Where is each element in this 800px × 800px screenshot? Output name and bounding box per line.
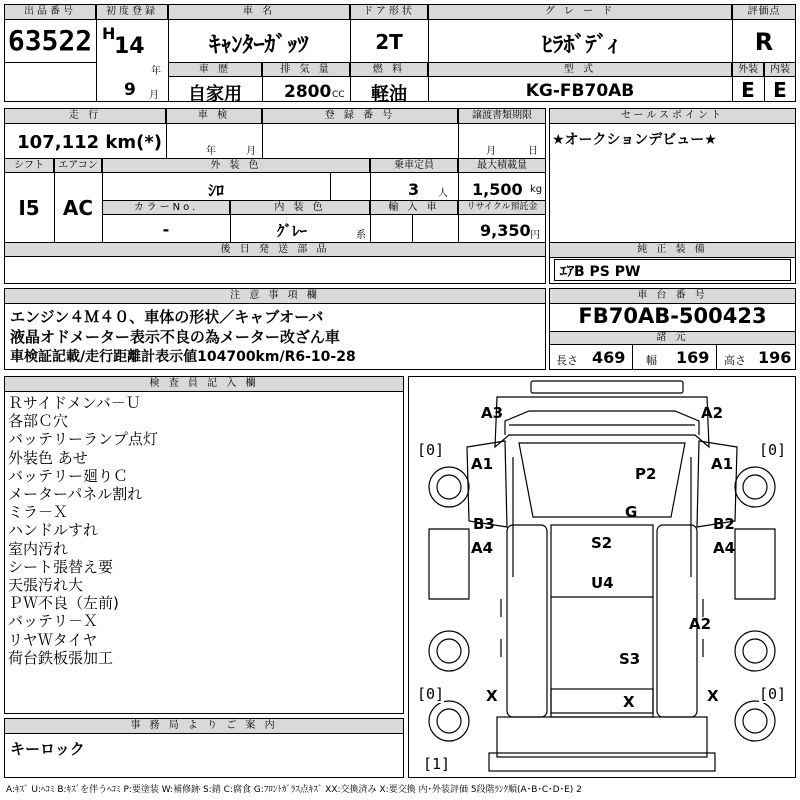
damage-mark: A2 — [701, 404, 724, 422]
interior-label: 内装 — [764, 62, 796, 77]
inspection-label: 車 検 — [166, 108, 262, 124]
recycle: 9,350 — [480, 221, 531, 240]
office-label: 事 務 局 よ り ご 案 内 — [4, 718, 404, 734]
width-label: 幅 — [646, 354, 657, 367]
first-reg-year: 14 — [114, 34, 145, 59]
note-line: エンジン４Ｍ４０、車体の形状／キャブオーバ — [10, 308, 324, 326]
exterior-label: 外装 — [732, 62, 764, 77]
displacement-unit: CC — [332, 90, 345, 100]
transfer-label: 譲渡書類期限 — [458, 108, 546, 124]
inspector-line: 各部Ｃ穴 — [8, 412, 69, 431]
damage-mark: A4 — [471, 539, 494, 557]
grade-label: グ レ ー ド — [428, 4, 732, 20]
recycle-label: リサイクル預託金 — [458, 200, 546, 215]
lot-no: 63522 — [7, 24, 93, 57]
damage-mark: A4 — [713, 539, 736, 557]
sales-point-label: セールスポイント — [549, 108, 796, 124]
inspection-year-unit: 年 — [206, 146, 216, 157]
inspector-line: ミラ－Ｘ — [8, 503, 69, 522]
inspector-line: シート張替え要 — [8, 557, 114, 576]
equipment-label: 純 正 装 備 — [549, 242, 796, 258]
damage-mark: X — [707, 687, 719, 705]
model-label: 型 式 — [428, 62, 732, 77]
damage-mark: B2 — [713, 515, 735, 533]
int-color-label: 内 装 色 — [230, 200, 370, 215]
mileage-label: 走 行 — [4, 108, 166, 124]
inspector-line: メーターパネル割れ — [8, 485, 143, 504]
era: H — [102, 24, 116, 43]
height-label: 高さ — [724, 354, 746, 367]
ext-color: ｼﾛ — [207, 181, 224, 200]
sales-point: ★オークションデビュー★ — [552, 132, 717, 148]
shift-label: シフト — [4, 158, 54, 173]
door: 2T — [375, 30, 403, 54]
inspector-line: バッテリー廻りＣ — [8, 466, 129, 485]
inspector-line: ハンドルすれ — [8, 521, 99, 540]
car-diagram — [408, 376, 796, 778]
transfer-day-unit: 日 — [528, 146, 538, 157]
displacement: 2800 — [284, 82, 332, 102]
tire-tread-fl: [0] — [417, 441, 445, 459]
ac: AC — [62, 196, 94, 220]
inspector-line: バッテリ－Ｘ — [8, 612, 99, 631]
damage-mark: X — [623, 693, 635, 711]
car-name-label: 車 名 — [168, 4, 350, 20]
interior-score: E — [773, 78, 787, 102]
door-label: ドア形状 — [350, 4, 428, 20]
damage-mark: S3 — [619, 650, 641, 668]
office-note: キーロック — [10, 740, 85, 758]
later-parts-label: 後 日 発 送 部 品 — [4, 242, 546, 257]
damage-mark: X — [486, 687, 498, 705]
chassis-no: FB70AB-500423 — [578, 304, 767, 328]
inspector-line: 外装色 あせ — [8, 448, 88, 467]
mileage: 107,112 km(*) — [17, 132, 162, 153]
capacity: 3 — [408, 180, 420, 199]
damage-mark: A1 — [711, 455, 734, 473]
inspector-line: リヤＷタイヤ — [8, 630, 98, 649]
tire-tread-rl: [0] — [417, 685, 445, 703]
first-reg-label: 初度登録 — [96, 4, 168, 20]
inspector-line: ＰＷ不良（左前) — [8, 594, 119, 613]
tire-tread-rr: [0] — [759, 685, 787, 703]
shift: I5 — [18, 196, 40, 220]
inspector-list — [8, 394, 158, 667]
equipment: ｴｱB PS PW — [560, 264, 641, 280]
legend: A:ｷｽﾞ U:ﾍｺﾐ B:ｷｽﾞを伴うﾍｺﾐ P:要塗装 W:補修跡 S:錆 C:腐食 G:ﾌﾛﾝﾄｶﾞﾗｽ点ｷｽﾞ XX:交換済み X:要交換 内･外装評価 5段階ﾗﾝｸ順(A･B･C･D･E) 2 — [6, 785, 582, 795]
inspector-line: Ｒサイドメンバ－Ｕ — [8, 394, 141, 412]
damage-mark: B3 — [473, 515, 495, 533]
tire-tread-fr: [0] — [759, 441, 787, 459]
grade: ﾋﾗﾎﾞﾃﾞｨ — [541, 33, 619, 58]
dims-label: 諸 元 — [549, 331, 796, 345]
length-label: 長さ — [556, 354, 578, 367]
month-unit: 月 — [149, 90, 159, 101]
damage-mark: S2 — [591, 534, 613, 552]
displacement-label: 排 気 量 — [262, 62, 350, 77]
reg-no-label: 登 録 番 号 — [262, 108, 458, 124]
color-no-label: カラーNo. — [102, 200, 230, 215]
damage-mark: P2 — [635, 465, 657, 483]
note-line: 車検証記載/走行距離計表示値104700km/R6-10-28 — [10, 349, 356, 365]
history-label: 車 歴 — [168, 62, 262, 77]
length: 469 — [592, 348, 626, 367]
history: 自家用 — [188, 84, 242, 105]
inspector-label: 検 査 員 記 入 欄 — [4, 376, 404, 392]
spare-tire: [1] — [423, 755, 451, 773]
max-load-unit: kg — [530, 184, 543, 195]
ac-label: エアコン — [54, 158, 102, 173]
damage-mark: U4 — [591, 574, 614, 592]
score-label: 評価点 — [732, 4, 796, 20]
inspector-line: 天張汚れ大 — [8, 576, 84, 595]
year-unit: 年 — [151, 66, 161, 77]
int-color: ｸﾞﾚｰ — [276, 222, 307, 240]
color-no: - — [162, 220, 170, 239]
transfer-month-unit: 月 — [486, 146, 496, 157]
lot-no-label: 出品番号 — [4, 4, 96, 20]
model: KG-FB70AB — [525, 81, 635, 101]
notes-label: 注 意 事 項 欄 — [4, 288, 546, 304]
damage-mark: A3 — [481, 404, 504, 422]
car-name: ｷｬﾝﾀｰｶﾞｯﾂ — [209, 33, 309, 58]
capacity-label: 乗車定員 — [370, 158, 458, 173]
int-color-unit: 系 — [356, 230, 366, 241]
max-load-label: 最大積載量 — [458, 158, 546, 173]
recycle-unit: 円 — [530, 230, 540, 241]
inspector-line: 室内汚れ — [8, 539, 69, 558]
chassis-label: 車 台 番 号 — [549, 288, 796, 304]
damage-mark: A1 — [471, 455, 494, 473]
inspector-line: 荷台鉄板張加工 — [8, 648, 114, 667]
fuel: 軽油 — [371, 84, 407, 105]
score: R — [754, 28, 774, 56]
max-load: 1,500 — [472, 180, 523, 199]
inspector-line: バッテリーランプ点灯 — [8, 430, 159, 449]
height: 196 — [758, 348, 792, 367]
note-line: 液晶オドメーター表示不良の為メーター改ざん車 — [10, 328, 340, 346]
import-label: 輸 入 車 — [370, 200, 458, 215]
width: 169 — [676, 348, 710, 367]
fuel-label: 燃 料 — [350, 62, 428, 77]
inspection-month-unit: 月 — [246, 146, 256, 157]
damage-mark: A2 — [689, 615, 712, 633]
damage-mark: G — [625, 503, 638, 521]
ext-color-label: 外 装 色 — [102, 158, 370, 173]
exterior-score: E — [741, 78, 755, 102]
first-reg-month: 9 — [124, 80, 136, 100]
capacity-unit: 人 — [438, 188, 448, 199]
